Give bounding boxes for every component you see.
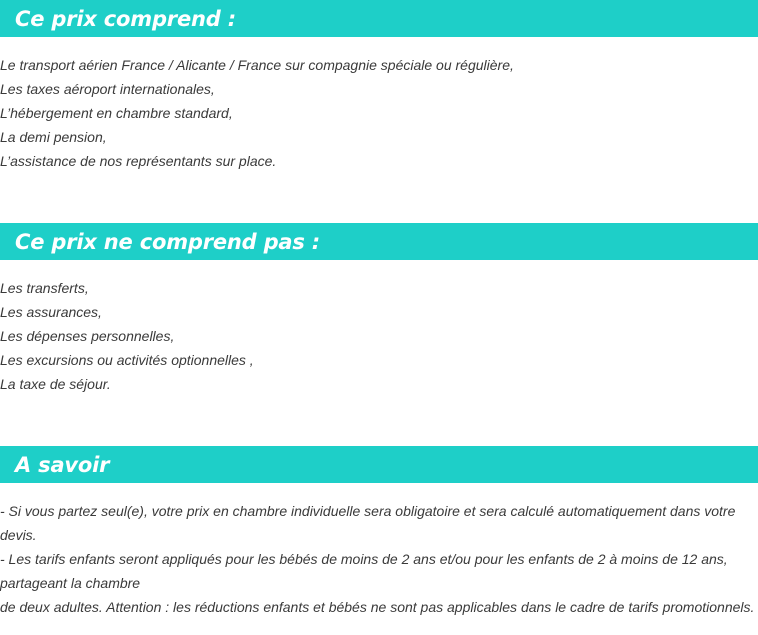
- savoir-line: - Les tarifs enfants seront appliqués pour les bébés de moins de 2 ans et/ou pour les enfants de 2 à moins de 12 ans,: [0, 551, 728, 567]
- includes-item: L’assistance de nos représentants sur place.: [0, 153, 277, 169]
- excludes-item: Les assurances,: [0, 304, 102, 320]
- excludes-item: Les dépenses personnelles,: [0, 328, 175, 344]
- includes-list: [0, 37, 758, 173]
- section-price-includes: [0, 0, 758, 173]
- savoir-line: devis.: [0, 527, 37, 543]
- includes-item: L’hébergement en chambre standard,: [0, 105, 233, 121]
- excludes-list: [0, 260, 758, 396]
- savoir-line: - Si vous partez seul(e), votre prix en chambre individuelle sera obligatoire et sera calculé automatiquement dans votre: [0, 503, 736, 519]
- savoir-line: de deux adultes. Attention : les réductions enfants et bébés ne sont pas applicables dans le cadre de tarifs promotionnels.: [0, 599, 755, 615]
- savoir-line: partageant la chambre: [0, 575, 141, 591]
- includes-item: La demi pension,: [0, 129, 107, 145]
- section-price-excludes: [0, 223, 758, 396]
- section-title-savoir: A savoir: [15, 452, 110, 477]
- section-good-to-know: [0, 446, 758, 619]
- savoir-text: [0, 483, 758, 619]
- section-header-savoir: [0, 446, 758, 483]
- includes-item: Le transport aérien France / Alicante / France sur compagnie spéciale ou régulière,: [0, 57, 514, 73]
- section-header-includes: [0, 0, 758, 37]
- section-header-excludes: [0, 223, 758, 260]
- section-title-excludes: Ce prix ne comprend pas :: [15, 229, 321, 254]
- includes-item: Les taxes aéroport internationales,: [0, 81, 215, 97]
- excludes-item: La taxe de séjour.: [0, 376, 111, 392]
- excludes-item: Les transferts,: [0, 280, 89, 296]
- excludes-item: Les excursions ou activités optionnelles ,: [0, 352, 254, 368]
- section-title-includes: Ce prix comprend :: [15, 6, 236, 31]
